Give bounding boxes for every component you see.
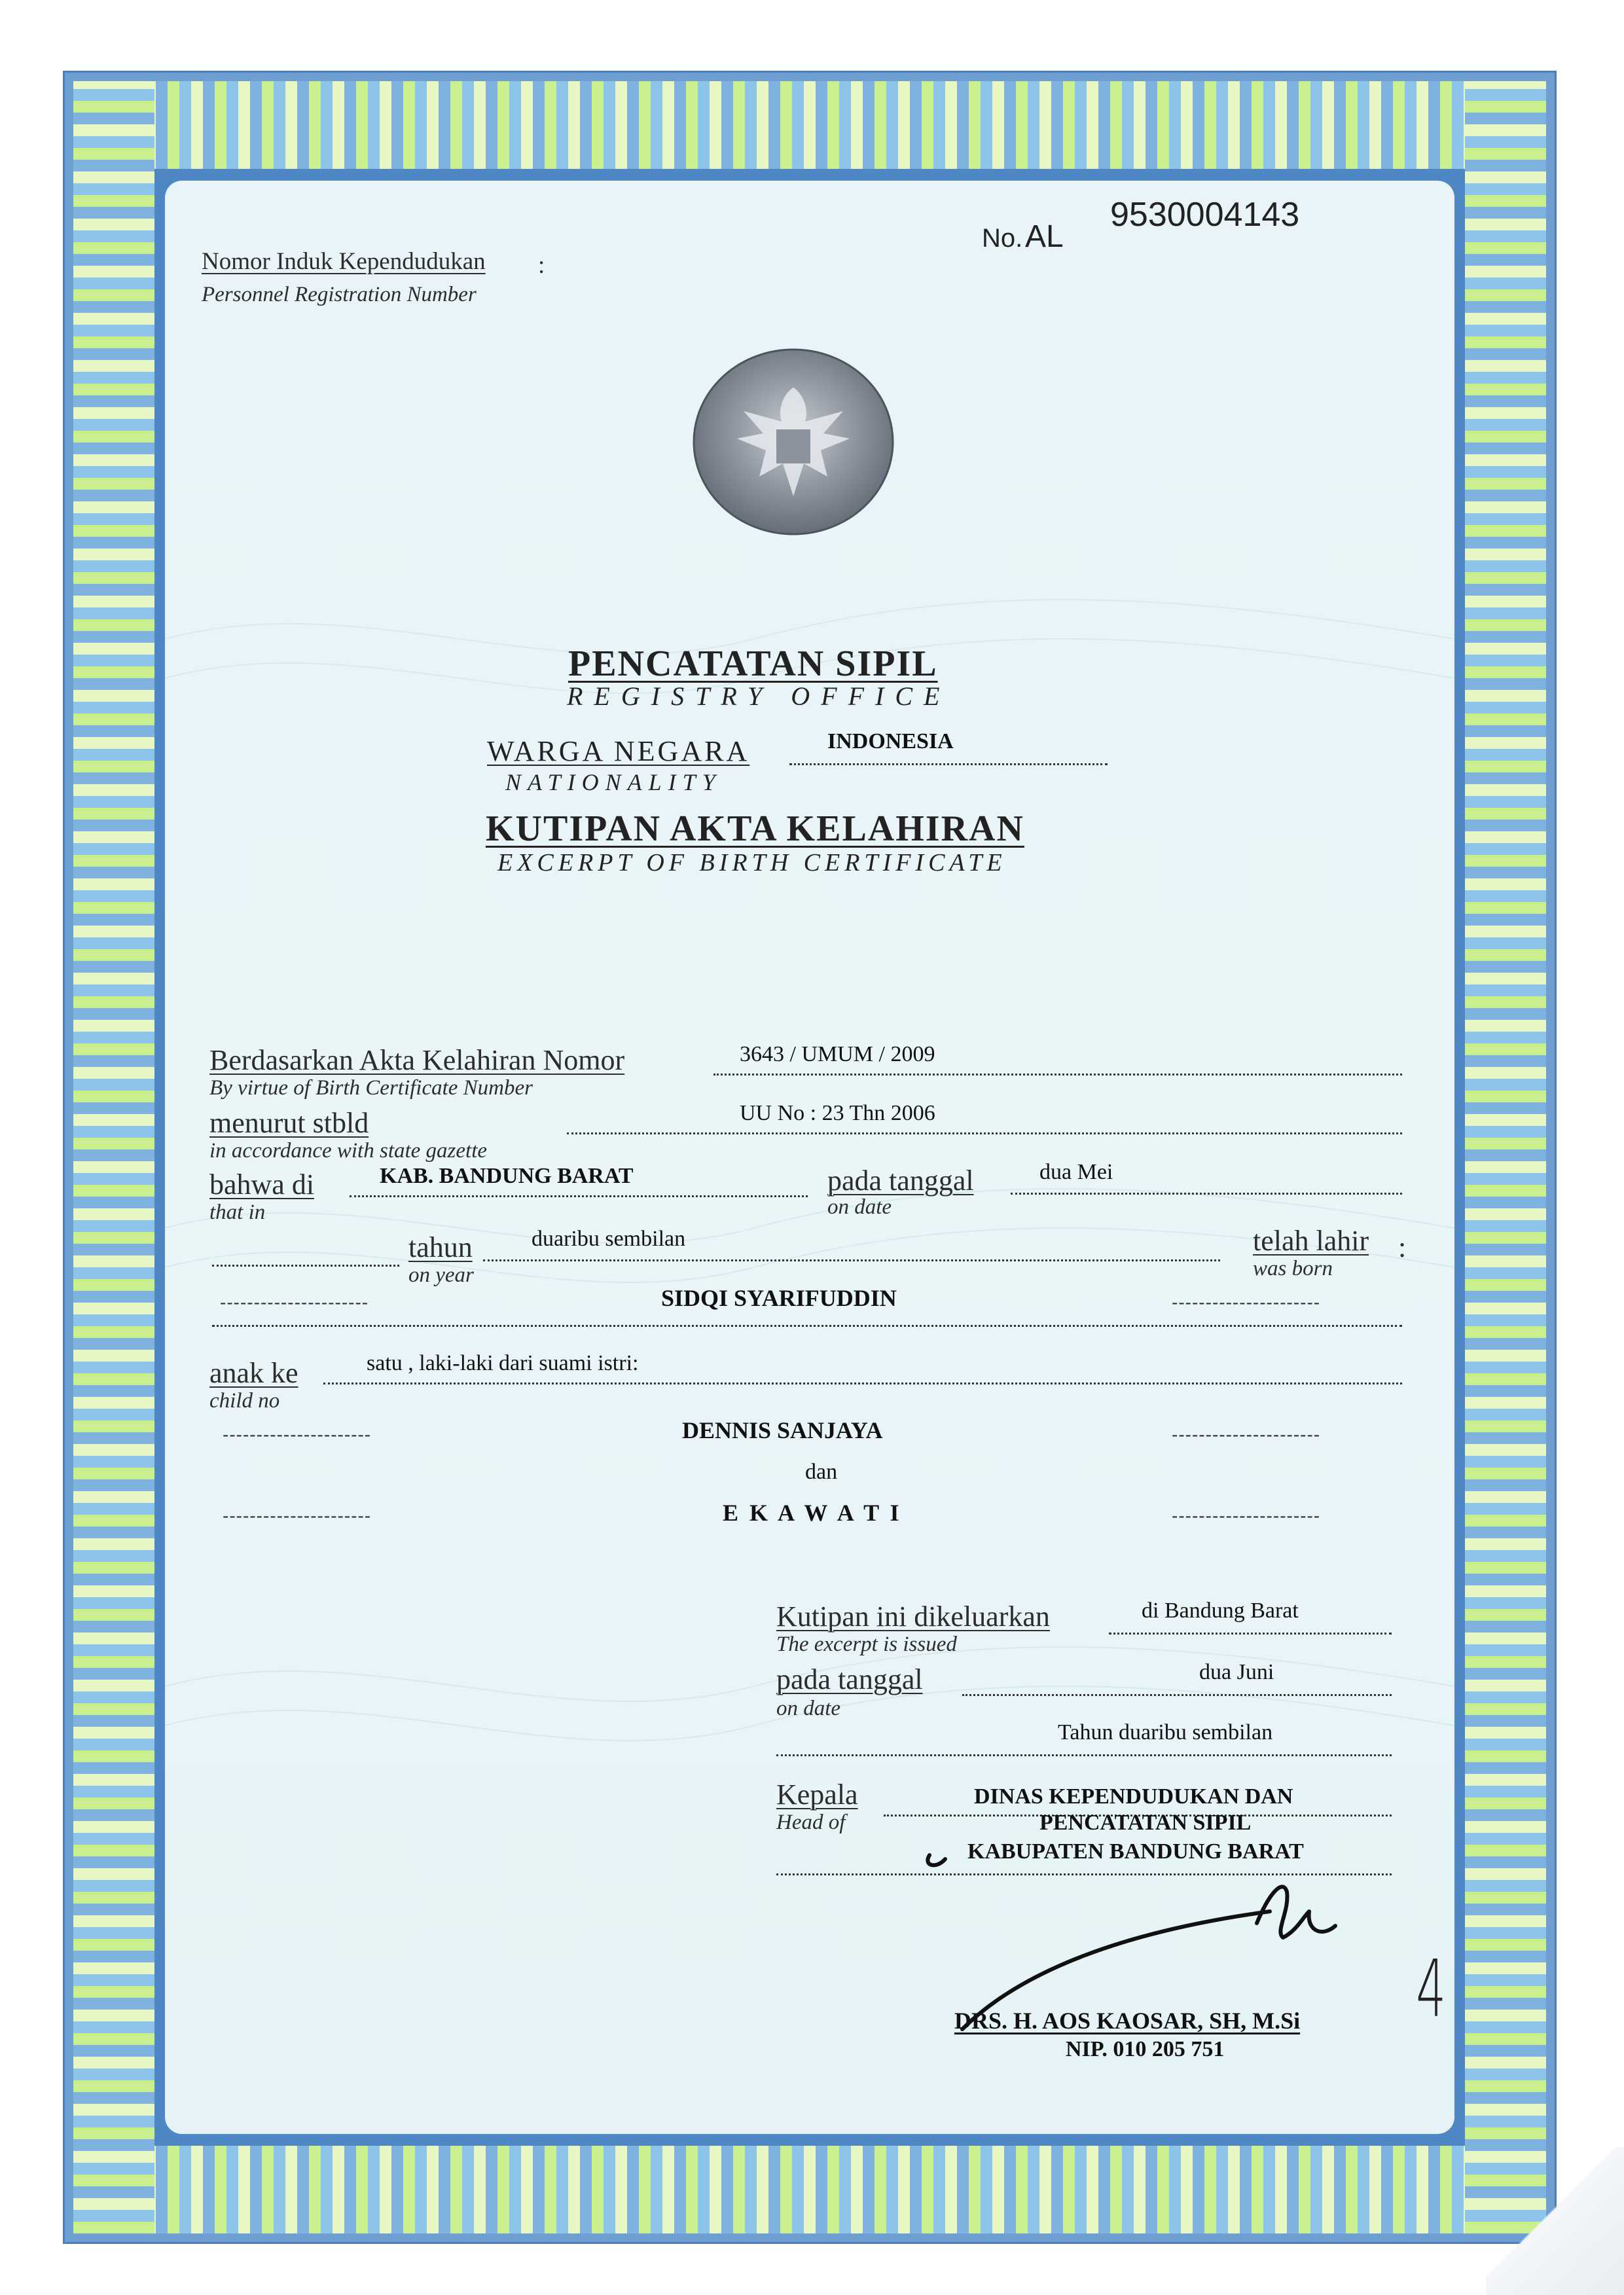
stbld-value: UU No : 23 Thn 2006 — [740, 1101, 935, 1125]
child-no-label-en: child no — [209, 1389, 280, 1413]
page-corner-curl — [1486, 2147, 1624, 2295]
nationality-value: INDONESIA — [827, 729, 954, 753]
nationality-label: WARGA NEGARA — [487, 735, 750, 767]
registry-office-title: PENCATATAN SIPIL — [568, 643, 938, 684]
year-label: tahun — [408, 1231, 473, 1263]
child-no-dotted-line — [323, 1382, 1402, 1384]
father-dashes-right: ---------------------- — [1172, 1424, 1321, 1445]
garuda-hologram-seal-icon — [693, 348, 894, 535]
mother-dashes-right: ---------------------- — [1172, 1506, 1321, 1526]
nik-label: Nomor Induk Kependudukan — [202, 248, 486, 275]
office-line-3: KABUPATEN BANDUNG BARAT — [967, 1839, 1304, 1864]
decorative-frame-right — [1465, 81, 1546, 2233]
birth-date-label-en: on date — [827, 1195, 892, 1219]
registry-office-subtitle: REGISTRY OFFICE — [567, 681, 951, 711]
cert-number-dotted-line — [713, 1074, 1402, 1075]
born-label: telah lahir — [1253, 1225, 1369, 1257]
year-label-en: on year — [408, 1263, 474, 1287]
year-prefix-dotted-line — [212, 1265, 399, 1267]
office-line-2: PENCATATAN SIPIL — [1039, 1811, 1252, 1835]
document-title: KUTIPAN AKTA KELAHIRAN — [486, 808, 1024, 849]
nationality-label-en: NATIONALITY — [505, 769, 722, 795]
birth-date-value: dua Mei — [1039, 1160, 1113, 1184]
issue-year-dotted-line — [776, 1754, 1392, 1756]
cert-number-label-en: By virtue of Birth Certificate Number — [209, 1076, 533, 1100]
born-label-en: was born — [1253, 1257, 1333, 1280]
child-name-dotted-line — [212, 1325, 1402, 1327]
serial-prefix: No. — [982, 224, 1023, 253]
serial-code: AL — [1025, 219, 1064, 254]
official-signature-icon — [916, 1839, 1388, 2036]
place-dotted-line — [350, 1195, 808, 1197]
issue-date-label: pada tanggal — [776, 1663, 923, 1695]
cert-number-label: Berdasarkan Akta Kelahiran Nomor — [209, 1044, 625, 1076]
head-label-en: Head of — [776, 1811, 846, 1834]
handwritten-margin-mark: 4 — [1416, 1944, 1447, 2035]
child-name-dashes-right: ---------------------- — [1172, 1292, 1321, 1312]
father-dashes-left: ---------------------- — [223, 1424, 372, 1445]
mother-dashes-left: ---------------------- — [223, 1506, 372, 1526]
place-label: bahwa di — [209, 1168, 315, 1201]
child-name-dashes-left: ---------------------- — [220, 1292, 369, 1312]
office-line-1: DINAS KEPENDUDUKAN DAN — [974, 1784, 1293, 1809]
nationality-dotted-line — [789, 763, 1108, 765]
birth-date-dotted-line — [1011, 1193, 1402, 1195]
year-value: duaribu sembilan — [532, 1227, 686, 1251]
issue-date-label-en: on date — [776, 1697, 841, 1720]
place-value: KAB. BANDUNG BARAT — [380, 1164, 634, 1188]
official-name: DRS. H. AOS KAOSAR, SH, M.Si — [954, 2008, 1301, 2034]
issue-year-value: Tahun duaribu sembilan — [1058, 1720, 1273, 1744]
nik-label-en: Personnel Registration Number — [202, 283, 477, 306]
child-no-label: anak ke — [209, 1357, 298, 1389]
issue-date-dotted-line — [962, 1694, 1392, 1696]
issued-place-value: di Bandung Barat — [1142, 1599, 1299, 1623]
head-label: Kepala — [776, 1779, 858, 1811]
mother-name: E K A W A T I — [723, 1500, 902, 1526]
child-no-value: satu , laki-laki dari suami istri: — [367, 1351, 639, 1375]
official-nip: NIP. 010 205 751 — [1066, 2037, 1225, 2061]
issued-label-en: The excerpt is issued — [776, 1633, 957, 1656]
stbld-dotted-line — [567, 1132, 1402, 1134]
serial-number: 9530004143 — [1110, 196, 1300, 234]
child-name: SIDQI SYARIFUDDIN — [661, 1285, 897, 1311]
stbld-label-en: in accordance with state gazette — [209, 1139, 488, 1163]
year-dotted-line — [483, 1259, 1220, 1261]
document-subtitle: EXCERPT OF BIRTH CERTIFICATE — [497, 849, 1007, 876]
cert-number-value: 3643 / UMUM / 2009 — [740, 1042, 935, 1066]
father-name: DENNIS SANJAYA — [682, 1417, 883, 1443]
born-colon: : — [1398, 1231, 1407, 1263]
issue-date-value: dua Juni — [1199, 1660, 1274, 1684]
conjunction-text: dan — [805, 1460, 838, 1484]
birth-date-label: pada tanggal — [827, 1165, 974, 1197]
nik-colon: : — [538, 252, 545, 279]
issued-label: Kutipan ini dikeluarkan — [776, 1600, 1050, 1633]
decorative-frame-left — [73, 81, 154, 2233]
stbld-label: menurut stbld — [209, 1107, 369, 1139]
place-label-en: that in — [209, 1201, 266, 1224]
issued-place-dotted-line — [1109, 1633, 1392, 1635]
